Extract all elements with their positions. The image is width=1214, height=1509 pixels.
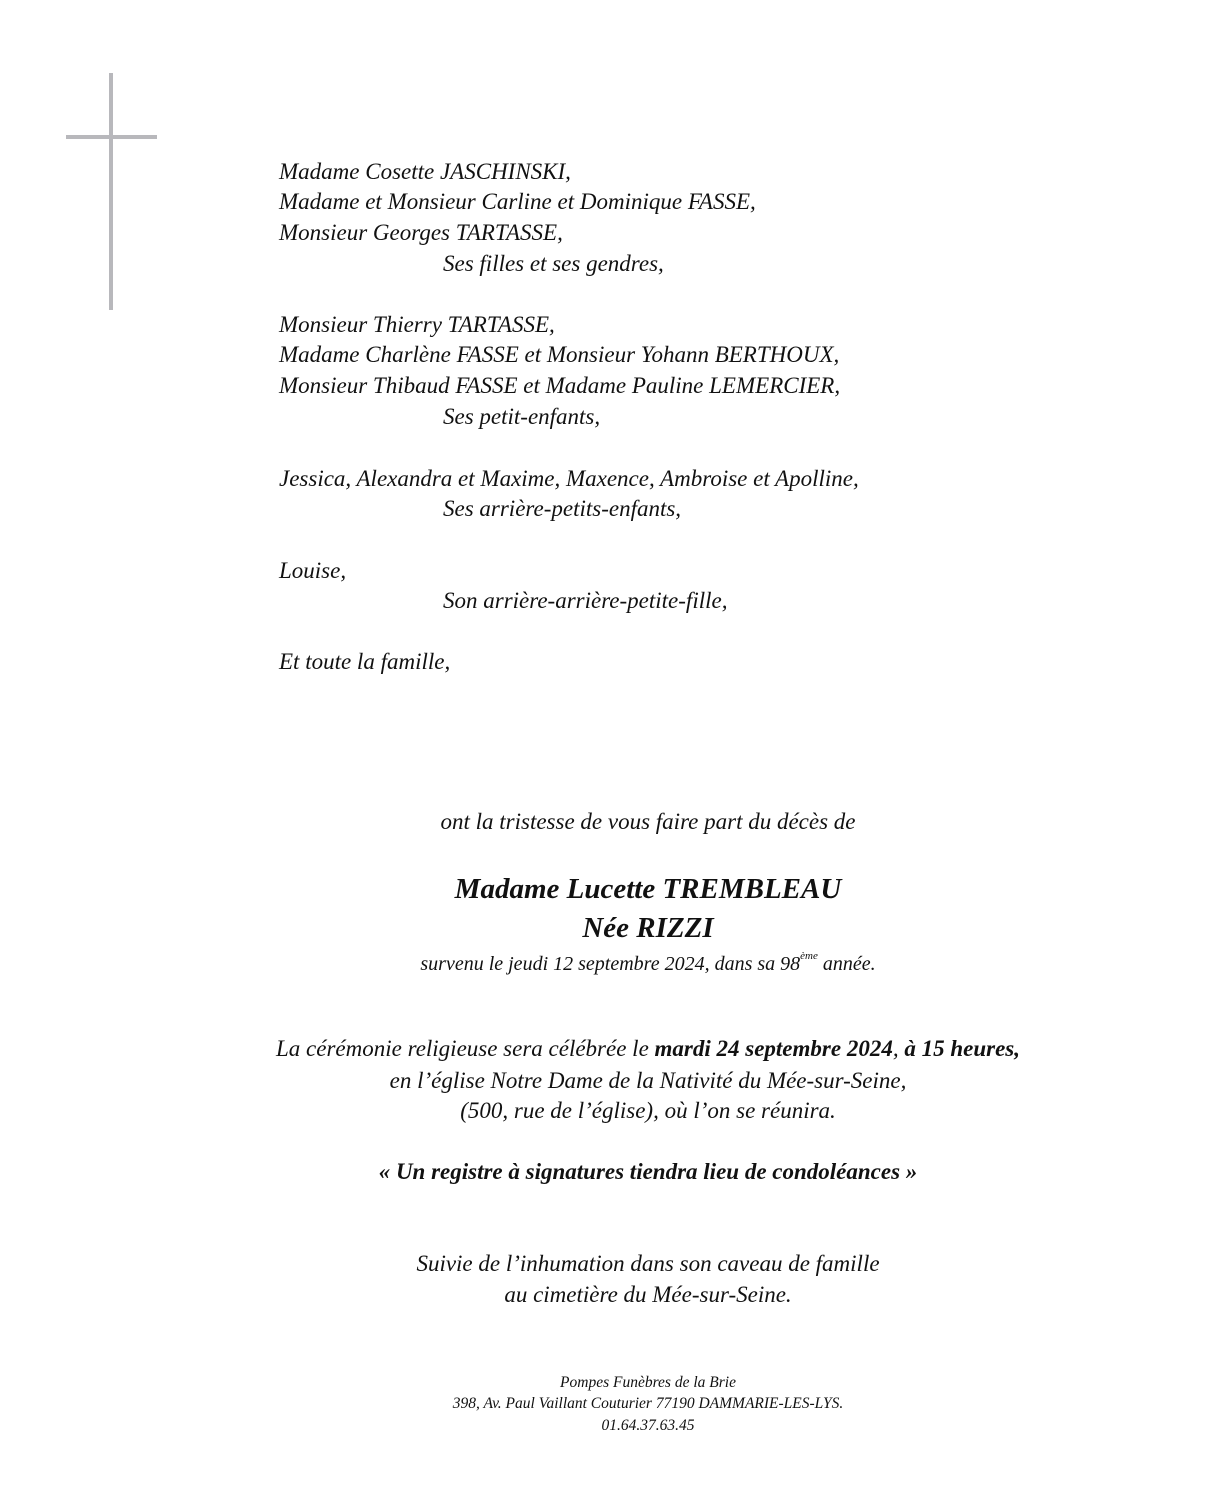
family-line: Monsieur Thierry TARTASSE, (279, 312, 555, 337)
family-role: Ses petit-enfants, (443, 404, 601, 429)
death-date (148, 950, 1148, 978)
death-date-text: survenu le jeudi 12 septembre 2024, dans sa 98 (420, 953, 801, 975)
family-line: Louise, (279, 558, 347, 583)
ceremony-line (148, 1035, 1148, 1063)
family-line: Jessica, Alexandra et Maxime, Maxence, Ambroise et Apolline, (279, 466, 859, 491)
family-line: Monsieur Thibaud FASSE et Madame Pauline LEMERCIER, (279, 373, 841, 398)
family-closing: Et toute la famille, (279, 649, 451, 674)
deceased-maiden-name: Née RIZZI (582, 912, 714, 944)
death-date-end: année. (817, 953, 876, 975)
ceremony-time: à 15 heures, (904, 1036, 1020, 1061)
family-line: Madame Cosette JASCHINSKI, (279, 159, 571, 184)
footer-phone: 01.64.37.63.45 (601, 1417, 695, 1434)
burial-line: au cimetière du Mée-sur-Seine. (504, 1282, 792, 1307)
deceased-name: Madame Lucette TREMBLEAU (454, 873, 842, 905)
ceremony-address: (500, rue de l’église), où l’on se réunira. (460, 1098, 836, 1123)
footer-address: 398, Av. Paul Vaillant Couturier 77190 DAMMARIE-LES-LYS. (452, 1395, 844, 1412)
ceremony-date: mardi 24 septembre 2024 (654, 1036, 893, 1061)
ceremony-comma: , (892, 1036, 905, 1061)
ceremony-prefix: La cérémonie religieuse sera célébrée le (276, 1036, 655, 1061)
family-line: Monsieur Georges TARTASSE, (279, 220, 563, 245)
ceremony-location: en l’église Notre Dame de la Nativité du Mée-sur-Seine, (389, 1068, 907, 1093)
family-role: Ses arrière-petits-enfants, (443, 496, 682, 521)
cross-icon-bar (66, 135, 157, 139)
footer-company: Pompes Funèbres de la Brie (560, 1374, 736, 1391)
ordinal-suffix: ème (800, 950, 818, 962)
register-note: « Un registre à signatures tiendra lieu de condoléances » (378, 1159, 918, 1184)
family-line: Madame et Monsieur Carline et Dominique FASSE, (279, 189, 756, 214)
family-line: Madame Charlène FASSE et Monsieur Yohann BERTHOUX, (279, 342, 840, 367)
announcement-intro: ont la tristesse de vous faire part du décès de (440, 809, 856, 834)
family-role: Son arrière-arrière-petite-fille, (443, 588, 728, 613)
cross-icon (109, 73, 113, 310)
family-role: Ses filles et ses gendres, (443, 251, 664, 276)
burial-line: Suivie de l’inhumation dans son caveau de famille (416, 1251, 880, 1276)
